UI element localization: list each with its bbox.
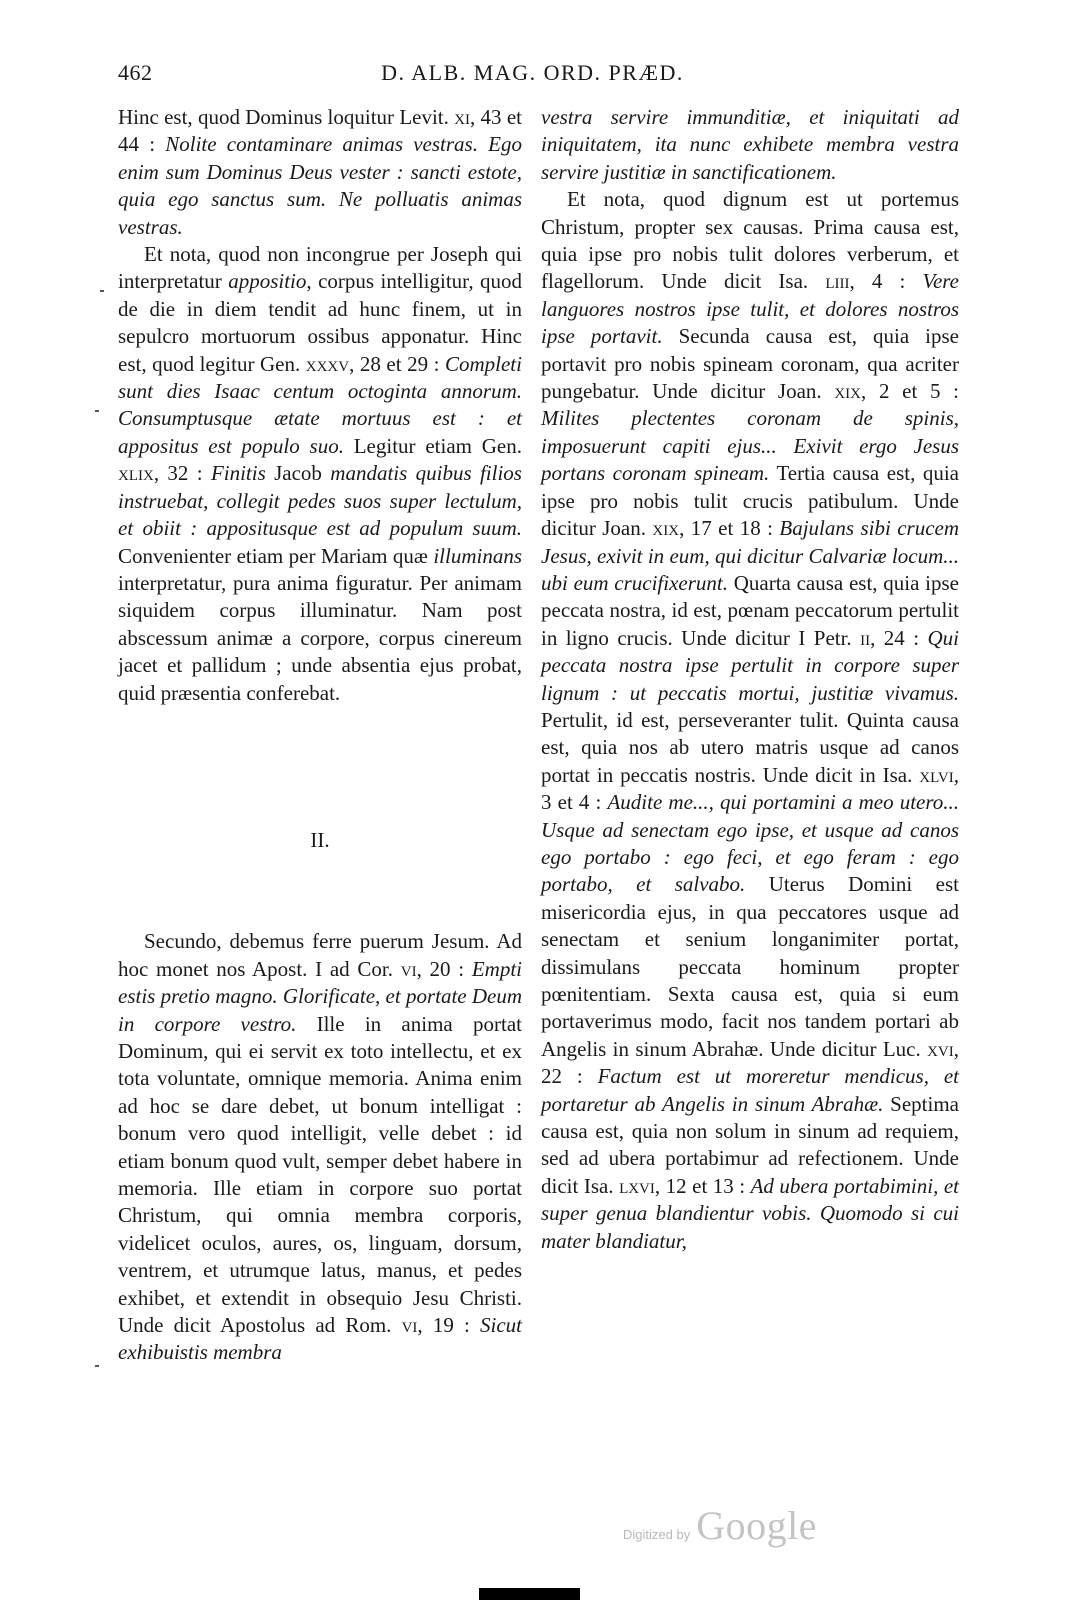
paragraph: Secundo, debemus ferre puerum Jesum. Ad hoc monet nos Apost. I ad Cor. vi, 20 : Empti estis pretio magno. Glorificate, et portate Deum in corpore vestro. Ille in anima portat Dominum, qui ei servit ex toto intellectu, et ex tota voluntate, omnique memoria. Anima enim ad hoc se dare debet, ut bonum intelligat : bonum vero quod intelligit, velle debet : id etiam bonum quod vult, semper debet habere in memoria. Ille etiam in corpore suo portat Christum, qui omnia membra corporis, videlicet oculos, aures, os, linguam, dorsum, ventrem, et utrumque latus, manus, et pedes exhibet, et extendit in obsequio Jesu Christi. Unde dicit Apostolus ad Rom. vi, 19 : Sicut exhibuistis membra [118, 929, 523, 1365]
google-logo: Google [696, 1503, 817, 1548]
digitized-label: Digitized by [623, 1527, 691, 1542]
scan-edge-bar [479, 1588, 580, 1600]
digitized-by-google [623, 1502, 817, 1549]
right-column [541, 104, 959, 1255]
paragraph: Hinc est, quod Dominus loquitur Levit. xi, 43 et 44 : Nolite contaminare animas vestras. Ego enim sum Dominus Deus vester : sancti estote, quia ego sanctus sum. Ne polluatis animas vestras. [118, 105, 522, 239]
left-column [118, 104, 522, 1367]
page-number: 462 [118, 60, 153, 85]
margin-mark [95, 410, 99, 412]
paragraph: vestra servire immunditiæ, et iniquitati ad iniquitatem, ita nunc exhibete membra vestra servire justitiæ in sanctificationem. [541, 105, 959, 184]
paragraph: Et nota, quod non incongrue per Joseph qui interpretatur appositio, corpus intelligitur, quod de die in diem tendit ad hunc finem, ut in sepulcro mortuorum ossibus apponatur. Hinc est, quod legitur Gen. xxxv, 28 et 29 : Completi sunt dies Isaac centum octoginta annorum. Consumptusque ætate mortuus est : et appositus est populo suo. Legitur etiam Gen. xlix, 32 : Finitis Jacob mandatis quibus filios instruebat, collegit pedes suos super lectulum, et obiit : appositusque est ad populum suum. Convenienter etiam per Mariam quæ illuminans interpretatur, pura anima figuratur. Per animam siquidem corpus illuminatur. Nam post abscessum animæ a corpore, corpus cinereum jacet et pallidum ; unde absentia ejus probat, quid præsentia conferebat. [118, 242, 522, 705]
margin-mark [95, 1365, 99, 1367]
section-number: II. [310, 827, 330, 852]
running-head: D. ALB. MAG. ORD. PRÆD. [381, 60, 684, 85]
paragraph: Et nota, quod dignum est ut portemus Christum, propter sex causas. Prima causa est, quia ipse pro nobis tulit dolores verberum, et flagellorum. Unde dicit Isa. liii, 4 : Vere languores nostros ipse tulit, et dolores nostros ipse portavit. Secunda causa est, quia ipse portavit pro nobis spineam coronam, qua acriter pungebatur. Unde dicitur Joan. xix, 2 et 5 : Milites plectentes coronam de spinis, imposuerunt capiti ejus... Exivit ergo Jesus portans coronam spineam. Tertia causa est, quia ipse pro nobis tulit crucis patibulum. Unde dicitur Joan. xix, 17 et 18 : Bajulans sibi crucem Jesus, exivit in eum, qui dicitur Calvariæ locum... ubi eum crucifixerunt. Quarta causa est, quia ipse peccata nostra, id est, pœnam peccatorum pertulit in ligno crucis. Unde dicitur I Petr. ii, 24 : Qui peccata nostra ipse pertulit in corpore super lignum : ut peccatis mortui, justitiæ vivamus. Pertulit, id est, perseveranter tulit. Quinta causa est, quia nos ab utero matris usque ad canos portat in peccatis nostris. Unde dicit in Isa. xlvi, 3 et 4 : Audite me..., qui portamini a meo utero... Usque ad senectam ego ipse, et usque ad canos ego portabo : ego feci, et ego feram : ego portabo, et salvabo. Uterus Domini est misericordia ejus, in qua peccatores usque ad senectam et senium longanimiter portat, dissimulans peccata hominum propter pœnitentiam. Sexta causa est, quia si eum portaverimus modo, facit nos tandem portari ab Angelis in sinum Abrahæ. Unde dicitur Luc. xvi, 22 : Factum est ut moreretur mendicus, et portaretur ab Angelis in sinum Abrahæ. Septima causa est, quia non solum in sinum ad requiem, sed ad ubera portabimur ad refectionem. Unde dicit Isa. lxvi, 12 et 13 : Ad ubera portabimini, et super genua blandientur vobis. Quomodo si cui mater blandiatur, [541, 187, 960, 1253]
margin-mark [100, 290, 104, 292]
